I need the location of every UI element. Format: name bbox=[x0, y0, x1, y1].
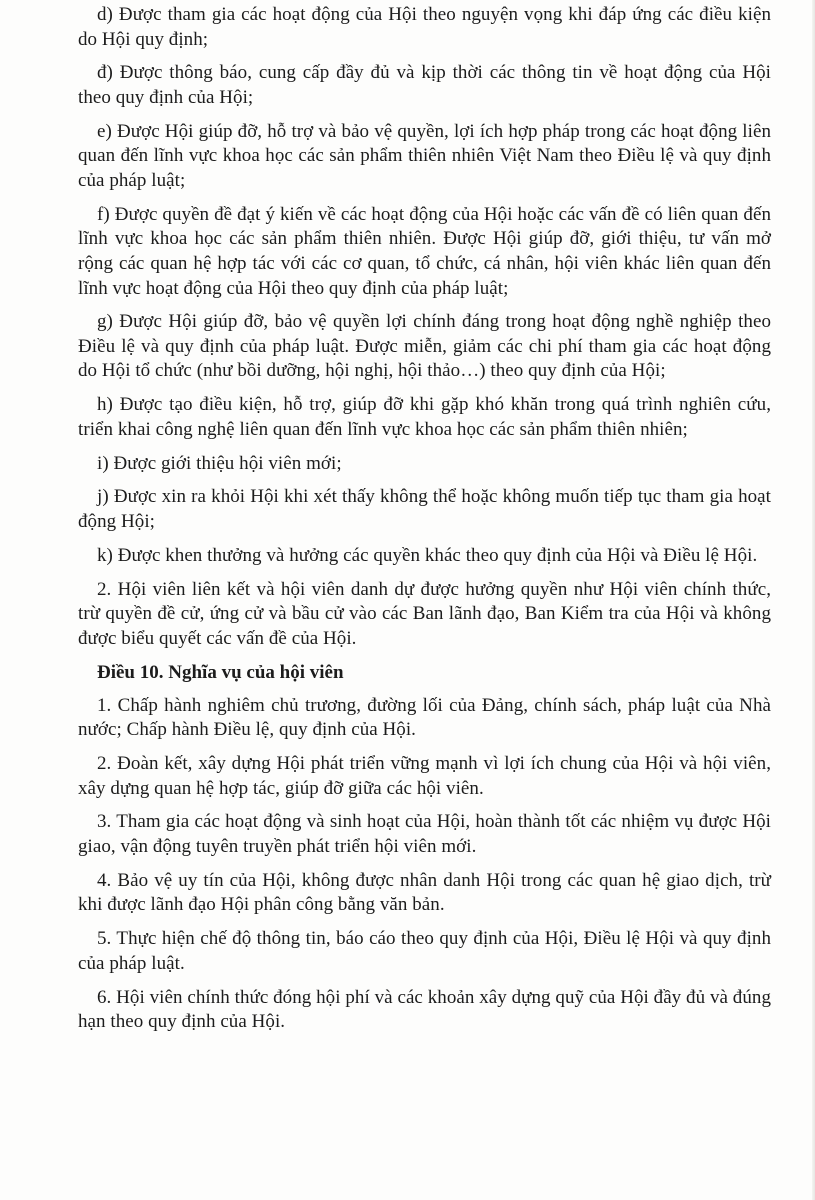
obligation-item-5: 5. Thực hiện chế độ thông tin, báo cáo theo quy định của Hội, Điều lệ Hội và quy định của pháp luật. bbox=[78, 928, 771, 974]
obligation-item-3: 3. Tham gia các hoạt động và sinh hoạt của Hội, hoàn thành tốt các nhiệm vụ được Hội giao, vận động tuyên truyền phát triển hội viên mới. bbox=[78, 811, 771, 858]
right-item-h: h) Được tạo điều kiện, hỗ trợ, giúp đỡ khi gặp khó khăn trong quá trình nghiên cứu, triển khai công nghệ liên quan đến lĩnh vực khoa học các sản phẩm thiên nhiên; bbox=[78, 394, 771, 440]
right-item-d: d) Được tham gia các hoạt động của Hội theo nguyện vọng khi đáp ứng các điều kiện do Hội quy định; bbox=[78, 4, 771, 50]
obligation-item-6: 6. Hội viên chính thức đóng hội phí và các khoản xây dựng quỹ của Hội đầy đủ và đúng hạn theo quy định của Hội. bbox=[78, 986, 771, 1033]
right-item-k: k) Được khen thưởng và hưởng các quyền khác theo quy định của Hội và Điều lệ Hội. bbox=[97, 544, 758, 566]
obligation-item-2: 2. Đoàn kết, xây dựng Hội phát triển vững mạnh vì lợi ích chung của Hội và hội viên, xây dựng quan hệ hợp tác, giúp đỡ giữa các hội viên. bbox=[78, 753, 771, 799]
right-item-f: f) Được quyền đề đạt ý kiến về các hoạt động của Hội hoặc các vấn đề có liên quan đến lĩnh vực khoa học các sản phẩm thiên nhiên. Được Hội giúp đỡ, giới thiệu, tư vấn mở rộng các quan hệ hợp tác với các cơ quan, tổ chức, cá nhân, hội viên khác liên quan đến lĩnh vực hoạt động của Hội theo quy định của pháp luật; bbox=[78, 203, 771, 299]
right-item-j: j) Được xin ra khỏi Hội khi xét thấy không thể hoặc không muốn tiếp tục tham gia hoạt động Hội; bbox=[78, 486, 771, 532]
obligation-item-4: 4. Bảo vệ uy tín của Hội, không được nhân danh Hội trong các quan hệ giao dịch, trừ khi được lãnh đạo Hội phân công bằng văn bản. bbox=[78, 869, 771, 916]
right-item-dd: đ) Được thông báo, cung cấp đầy đủ và kịp thời các thông tin về hoạt động của Hội theo quy định của Hội; bbox=[78, 62, 771, 108]
article-10-title: Điều 10. Nghĩa vụ của hội viên bbox=[97, 661, 344, 683]
obligation-item-1: 1. Chấp hành nghiêm chủ trương, đường lối của Đảng, chính sách, pháp luật của Nhà nước; Chấp hành Điều lệ, quy định của Hội. bbox=[78, 694, 771, 741]
clause-2: 2. Hội viên liên kết và hội viên danh dự được hưởng quyền như Hội viên chính thức, trừ quyền đề cử, ứng cử và bầu cử vào các Ban lãnh đạo, Ban Kiểm tra của Hội và không được biểu quyết các vấn đề của Hội. bbox=[78, 578, 771, 649]
right-item-e: e) Được Hội giúp đỡ, hỗ trợ và bảo vệ quyền, lợi ích hợp pháp trong các hoạt động liên quan đến lĩnh vực khoa học các sản phẩm thiên nhiên Việt Nam theo Điều lệ và quy định của pháp luật; bbox=[78, 120, 771, 191]
right-item-g: g) Được Hội giúp đỡ, bảo vệ quyền lợi chính đáng trong hoạt động nghề nghiệp theo Điều lệ và quy định của pháp luật. Được miễn, giảm các chi phí tham gia các hoạt động do Hội tổ chức (như bồi dưỡng, hội nghị, hội thảo…) theo quy định của Hội; bbox=[78, 311, 771, 382]
right-item-i: i) Được giới thiệu hội viên mới; bbox=[97, 452, 342, 474]
